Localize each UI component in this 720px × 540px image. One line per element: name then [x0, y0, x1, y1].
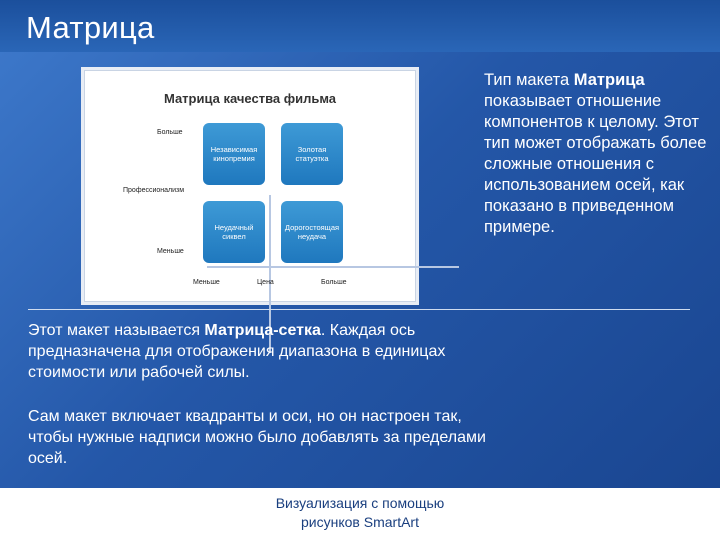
quadrant-bottom-left [203, 201, 265, 263]
diagram-title: Матрица качества фильма [163, 91, 337, 106]
paragraph1-bold-term: Матрица-сетка [204, 322, 321, 339]
x-axis-right-label: Больше [321, 279, 347, 286]
description-suffix: показывает отношение компонентов к целому. Этот тип может отображать более сложные отношения с использованием осей, как показано в приведенном примере. [484, 92, 707, 236]
quadrant-bottom-left-label: Неудачный сиквел [214, 222, 254, 241]
paragraph1-prefix: Этот макет называется [28, 322, 205, 339]
paragraph-grid-layout [28, 320, 498, 383]
x-axis-left-label: Меньше [193, 279, 220, 286]
y-axis-top-label: Больше [157, 129, 183, 136]
footer-line-1: Визуализация с помощью [275, 495, 445, 511]
footer-caption [250, 494, 470, 532]
quadrant-top-left [203, 123, 265, 185]
paragraph1-suffix: . Каждая ось предназначена для отображения диапазона в единицах стоимости или рабочей силы. [28, 322, 446, 381]
paragraph-quadrants-axes: Сам макет включает квадранты и оси, но он настроен так, чтобы нужные надписи можно было добавлять за пределами осей. [28, 408, 486, 467]
title-bar [0, 0, 720, 52]
description-prefix: Тип макета [484, 71, 574, 89]
x-axis-middle-label: Цена [257, 279, 274, 286]
y-axis-middle-label: Профессионализм [123, 187, 185, 194]
quadrant-top-right-label: Золотая статуэтка [295, 144, 329, 163]
horizontal-axis [207, 266, 459, 268]
divider-line [28, 309, 690, 310]
quadrant-bottom-right-label: Дорогостоящая неудача [284, 222, 340, 241]
footer-line-2: рисунков SmartArt [301, 514, 419, 530]
quadrant-top-left-label: Независимая кинопремия [210, 144, 258, 163]
description-bold-term: Матрица [573, 71, 645, 89]
matrix-diagram-thumbnail [84, 70, 416, 302]
quadrant-top-right [281, 123, 343, 185]
slide-title: Матрица [26, 10, 155, 45]
y-axis-bottom-label: Меньше [157, 248, 184, 255]
layout-description [484, 70, 708, 238]
quadrant-bottom-right [281, 201, 343, 263]
